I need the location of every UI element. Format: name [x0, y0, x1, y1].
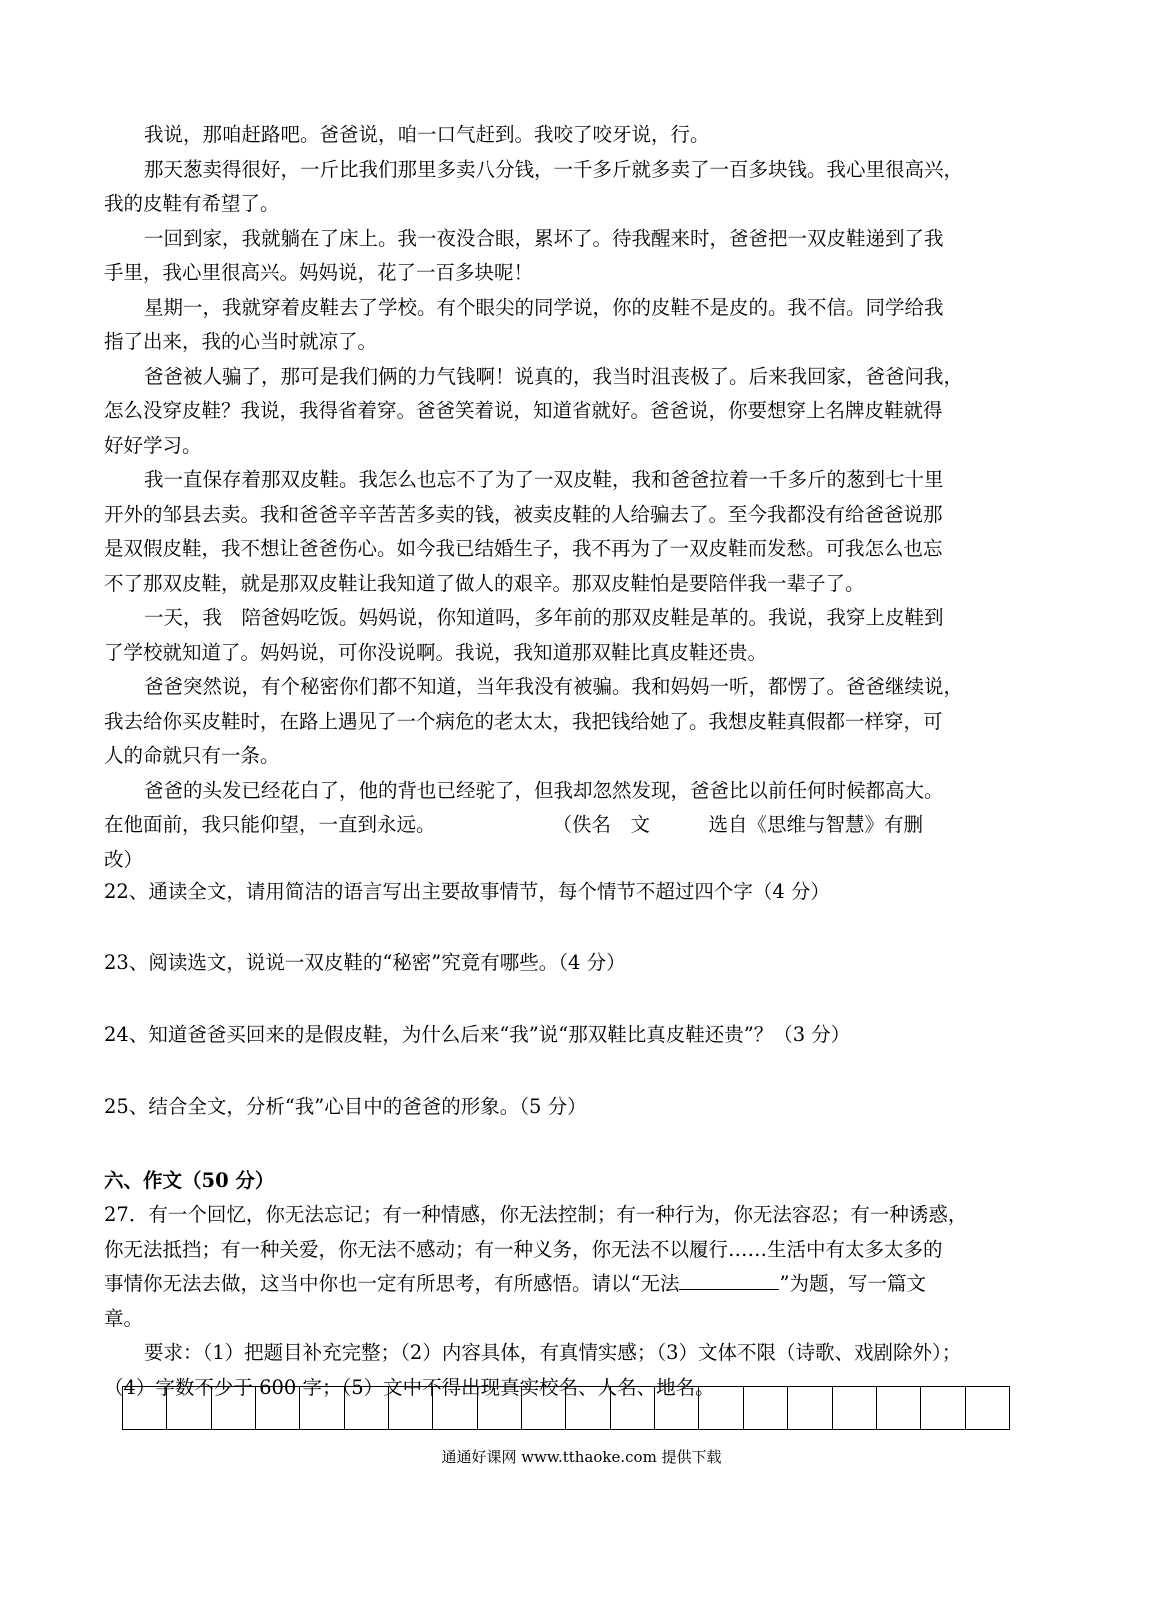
story-line: 星期一，我就穿着皮鞋去了学校。有个眼尖的同学说，你的皮鞋不是皮的。我不信。同学给我	[144, 295, 944, 319]
story-line: 是双假皮鞋，我不想让爸爸伤心。如今我已结婚生子，我不再为了一双皮鞋而发愁。可我怎么也忘	[104, 537, 943, 560]
requirements-line: （4）字数不少于 600 字；（5）文中不得出现真实校名、人名、地名。	[104, 1375, 715, 1399]
story-line: 手里，我心里很高兴。妈妈说，花了一百多块呢！	[104, 261, 534, 284]
essay-line: 章。	[104, 1306, 144, 1330]
grid-cell	[345, 1387, 389, 1429]
story-line: 不了那双皮鞋，就是那双皮鞋让我知道了做人的艰辛。那双皮鞋怕是要陪伴我一辈子了。	[104, 571, 865, 595]
story-line: 一天，我 陪爸妈吃饭。妈妈说，你知道吗，多年前的那双皮鞋是革的。我说，我穿上皮鞋到	[144, 606, 944, 629]
grid-cell	[611, 1387, 655, 1429]
grid-cell	[921, 1387, 965, 1429]
story-line: 在他面前，我只能仰望，一直到永远。 （佚名 文 选自《思维与智慧》有删	[104, 813, 924, 836]
story-line: 人的命就只有一条。	[104, 744, 280, 767]
grid-cell	[478, 1387, 522, 1429]
grid-cell	[212, 1387, 256, 1429]
question-24: 24、知道爸爸买回来的是假皮鞋，为什么后来“我”说“那双鞋比真皮鞋还贵”？（3 分）	[104, 1023, 851, 1046]
requirements-line: 要求：（1）把题目补充完整；（2）内容具体，有真情实感；（3）文体不限（诗歌、戏剧除外）；	[144, 1341, 962, 1364]
story-line: 我一直保存着那双皮鞋。我怎么也忘不了为了一双皮鞋，我和爸爸拉着一千多斤的葱到七十里	[144, 468, 944, 491]
section-title: 六、作文（50 分）	[104, 1169, 275, 1192]
story-line: 爸爸被人骗了，那可是我们俩的力气钱啊！说真的，我当时沮丧极了。后来我回家，爸爸问我，	[144, 364, 964, 388]
story-line: 改）	[104, 847, 144, 871]
writing-grid	[122, 1386, 1010, 1430]
story-line: 指了出来，我的心当时就凉了。	[104, 330, 378, 353]
page-footer: 通通好课网 www.tthaoke.com 提供下载	[441, 1448, 722, 1466]
grid-cell	[300, 1387, 344, 1429]
essay-text: ”为题，写一篇文	[779, 1272, 926, 1295]
essay-line-with-blank	[104, 1267, 1034, 1302]
title-blank	[679, 1267, 779, 1290]
grid-cell	[123, 1387, 167, 1429]
grid-cell	[833, 1387, 877, 1429]
story-line: 爸爸的头发已经花白了，他的背也已经驼了，但我却忽然发现，爸爸比以前任何时候都高大。	[144, 778, 944, 802]
essay-line: 你无法抵挡；有一种关爱，你无法不感动；有一种义务，你无法不以履行……生活中有太多太多的	[104, 1237, 943, 1261]
grid-cell	[522, 1387, 566, 1429]
question-22: 22、通读全文，请用简洁的语言写出主要故事情节，每个情节不超过四个字（4 分）	[104, 880, 830, 903]
page-content	[104, 118, 1034, 1405]
story-line: 好好学习。	[104, 433, 202, 457]
grid-cell	[433, 1387, 477, 1429]
grid-cell	[877, 1387, 921, 1429]
essay-text: 事情你无法去做，这当中你也一定有所思考，有所感悟。请以“无法	[104, 1272, 680, 1295]
story-line: 爸爸突然说，有个秘密你们都不知道，当年我没有被骗。我和妈妈一听，都愣了。爸爸继续说，	[144, 675, 964, 698]
grid-cell	[966, 1387, 1009, 1429]
story-line: 一回到家，我就躺在了床上。我一夜没合眼，累坏了。待我醒来时，爸爸把一双皮鞋递到了我	[144, 226, 944, 250]
story-line: 了学校就知道了。妈妈说，可你没说啊。我说，我知道那双鞋比真皮鞋还贵。	[104, 640, 768, 664]
question-23: 23、阅读选文，说说一双皮鞋的“秘密”究竟有哪些。（4 分）	[104, 951, 626, 974]
grid-cell	[167, 1387, 211, 1429]
grid-cell	[566, 1387, 610, 1429]
grid-cell	[699, 1387, 743, 1429]
grid-cell	[744, 1387, 788, 1429]
story-line: 我去给你买皮鞋时，在路上遇见了一个病危的老太太，我把钱给她了。我想皮鞋真假都一样穿，可	[104, 709, 943, 733]
question-25: 25、结合全文，分析“我”心目中的爸爸的形象。（5 分）	[104, 1095, 587, 1118]
story-line: 我说，那咱赶路吧。爸爸说，咱一口气赶到。我咬了咬牙说，行。	[144, 123, 710, 146]
story-line: 怎么没穿皮鞋？我说，我得省着穿。爸爸笑着说，知道省就好。爸爸说，你要想穿上名牌皮鞋就得	[104, 399, 943, 422]
essay-line: 27．有一个回忆，你无法忘记；有一种情感，你无法控制；有一种行为，你无法容忍；有一种诱惑，	[104, 1203, 968, 1226]
grid-cell	[655, 1387, 699, 1429]
grid-cell	[788, 1387, 832, 1429]
grid-cell	[256, 1387, 300, 1429]
grid-cell	[389, 1387, 433, 1429]
story-line: 开外的邹县去卖。我和爸爸辛辛苦苦多卖的钱，被卖皮鞋的人给骗去了。至今我都没有给爸爸说那	[104, 502, 943, 526]
story-line: 那天葱卖得很好，一斤比我们那里多卖八分钱，一千多斤就多卖了一百多块钱。我心里很高兴，	[144, 157, 964, 181]
story-line: 我的皮鞋有希望了。	[104, 192, 280, 215]
